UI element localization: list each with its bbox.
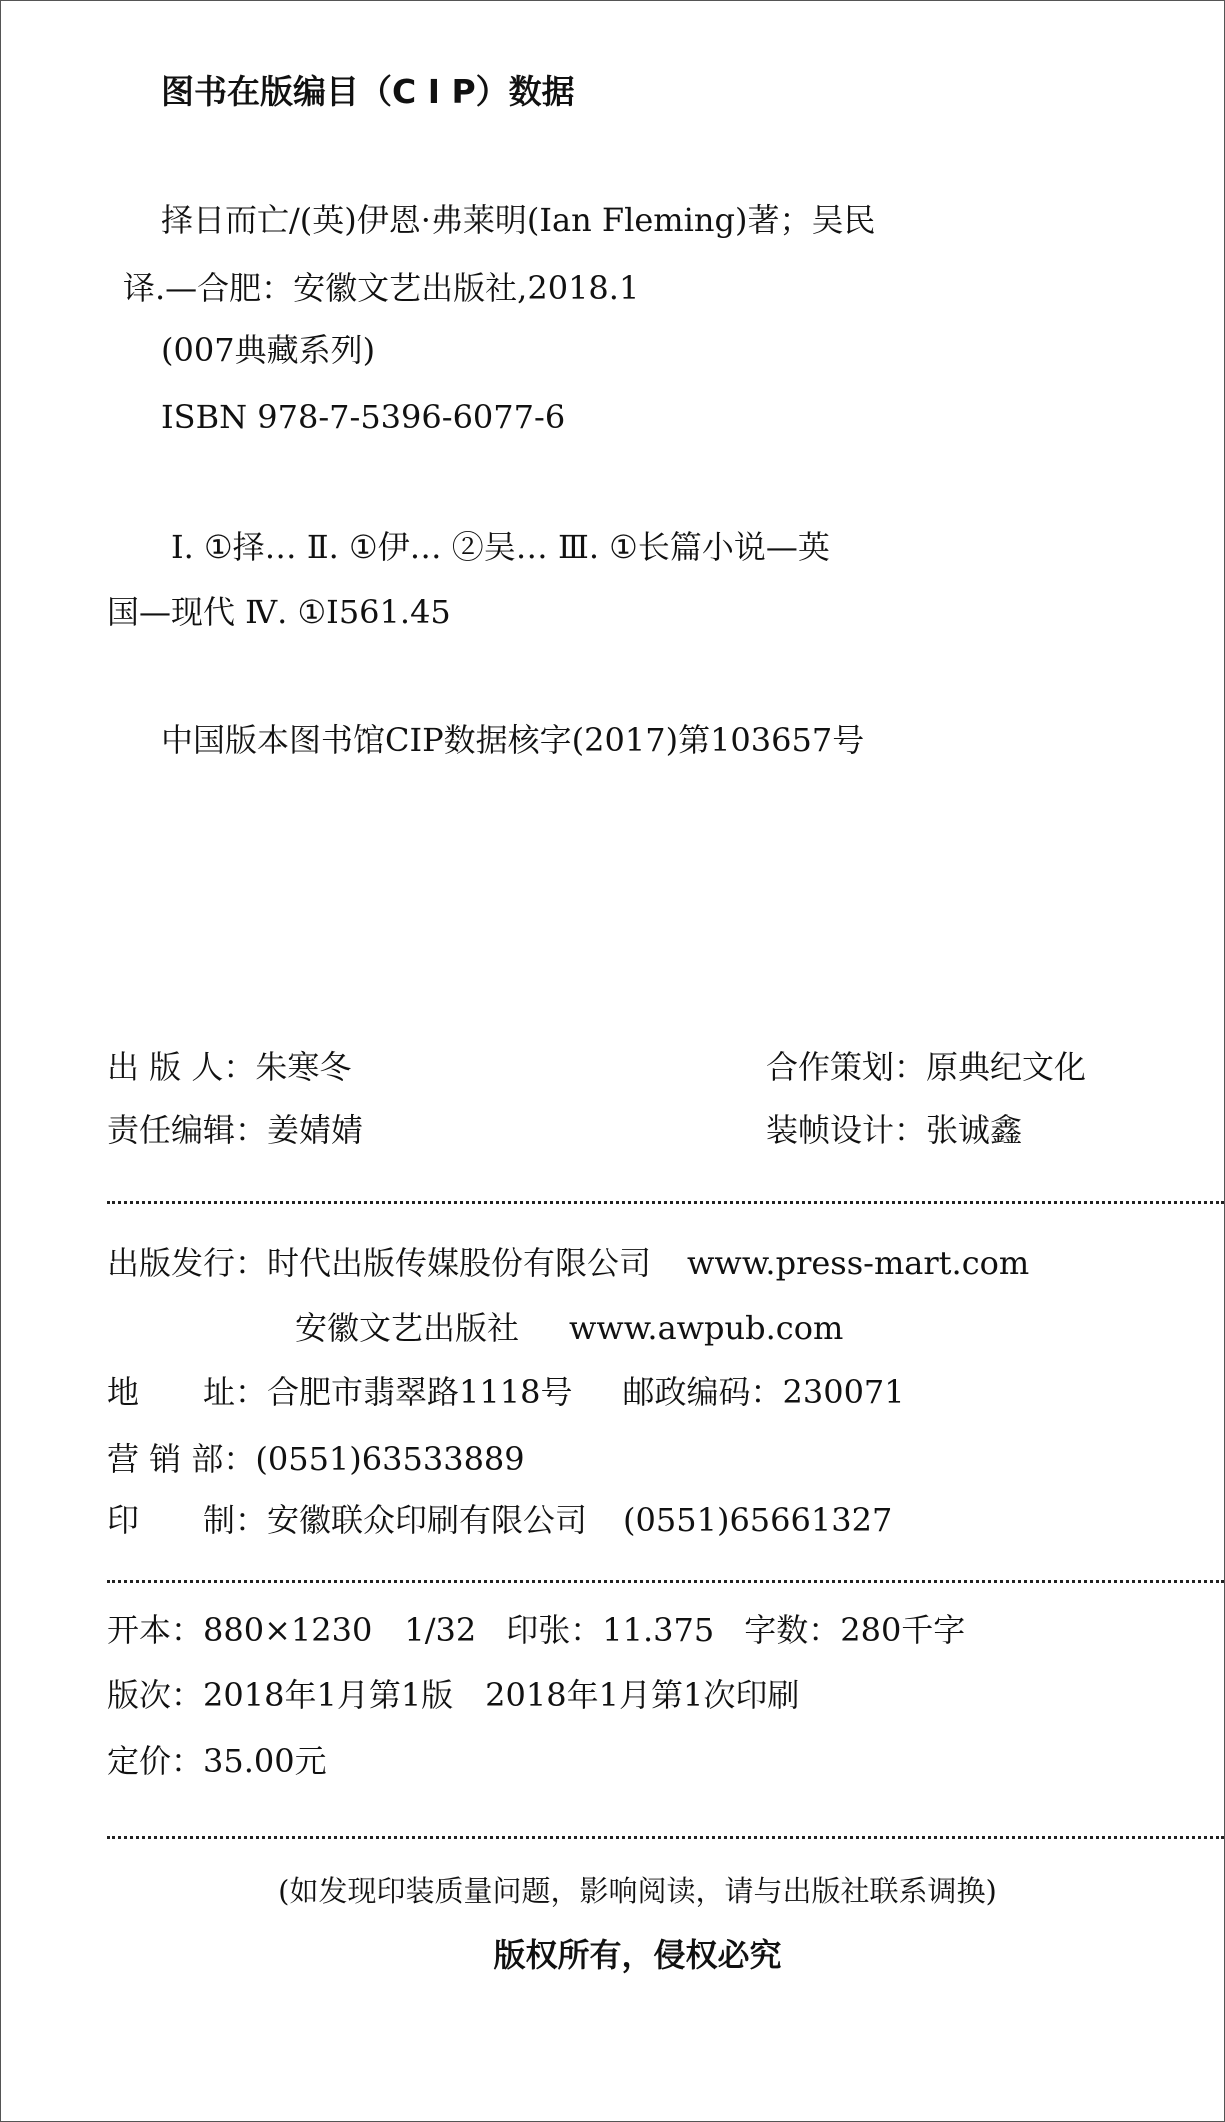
cip-series: (007典藏系列) (161, 331, 376, 369)
planning-name: 原典纪文化 (926, 1048, 1087, 1086)
price-row (107, 1741, 327, 1781)
words-label: 字数： (744, 1611, 841, 1649)
cip-class-line1: Ⅰ. ①择… Ⅱ. ①伊… ②吴… Ⅲ. ①长篇小说—英 (171, 528, 830, 566)
editor-name: 姜婧婧 (267, 1111, 364, 1149)
edition-value: 2018年1月第1版 2018年1月第1次印刷 (203, 1676, 800, 1714)
printer-row (107, 1500, 892, 1540)
distribution-row2 (295, 1308, 843, 1348)
address: 合肥市翡翠路1118号 (267, 1373, 573, 1411)
distribution-row (107, 1243, 1029, 1283)
sheets-value: 11.375 (602, 1611, 715, 1649)
quality-notice: (如发现印装质量问题，影响阅读，请与出版社联系调换) (278, 1874, 997, 1908)
cip-entry-line2: 译.—合肥：安徽文艺出版社,2018.1 (123, 269, 640, 307)
design-row (766, 1110, 1022, 1150)
words-value: 280千字 (840, 1611, 966, 1649)
sheets-label: 印张： (506, 1611, 603, 1649)
cip-class-line2: 国—现代 Ⅳ. ①I561.45 (107, 593, 451, 631)
address-row (107, 1372, 905, 1412)
cip-title: 图书在版编目（C I P）数据 (161, 72, 575, 111)
edition-row (107, 1675, 799, 1715)
distribution-label: 出版发行： (107, 1244, 268, 1282)
dotted-divider (107, 1580, 1224, 1583)
format-value: 880×1230 1/32 (203, 1611, 477, 1649)
design-label: 装帧设计： (766, 1111, 927, 1149)
edition-label: 版次： (107, 1676, 204, 1714)
price-value: 35.00元 (203, 1742, 327, 1780)
printer-name: 安徽联众印刷有限公司 (267, 1501, 588, 1539)
company1: 时代出版传媒股份有限公司 (267, 1244, 652, 1282)
address-label: 地 址： (107, 1373, 268, 1411)
planning-label: 合作策划： (766, 1048, 927, 1086)
postcode: 230071 (782, 1373, 905, 1411)
dotted-divider (107, 1836, 1224, 1839)
publisher-label: 出 版 人： (107, 1048, 256, 1086)
marketing-phone: (0551)63533889 (255, 1440, 525, 1478)
dotted-divider (107, 1201, 1224, 1204)
format-row (107, 1610, 965, 1650)
editor-row (107, 1110, 363, 1150)
cip-entry-line1: 择日而亡/(英)伊恩·弗莱明(Ian Fleming)著；吴民 (161, 201, 876, 239)
copyright-notice: 版权所有，侵权必究 (493, 1936, 782, 1974)
company2: 安徽文艺出版社 (295, 1309, 520, 1347)
design-name: 张诚鑫 (926, 1111, 1023, 1149)
cip-isbn: ISBN 978-7-5396-6077-6 (161, 398, 566, 436)
editor-label: 责任编辑： (107, 1111, 268, 1149)
planning-row (766, 1047, 1086, 1087)
marketing-row (107, 1439, 525, 1479)
printer-phone: (0551)65661327 (623, 1501, 893, 1539)
postcode-label: 邮政编码： (622, 1373, 783, 1411)
price-label: 定价： (107, 1742, 204, 1780)
marketing-label: 营 销 部： (107, 1440, 256, 1478)
publisher-row (107, 1047, 351, 1087)
publisher-name: 朱寒冬 (255, 1048, 352, 1086)
cip-number: 中国版本图书馆CIP数据核字(2017)第103657号 (161, 721, 865, 759)
url1: www.press-mart.com (687, 1244, 1030, 1282)
url2: www.awpub.com (569, 1309, 844, 1347)
format-label: 开本： (107, 1611, 204, 1649)
printer-label: 印 制： (107, 1501, 268, 1539)
